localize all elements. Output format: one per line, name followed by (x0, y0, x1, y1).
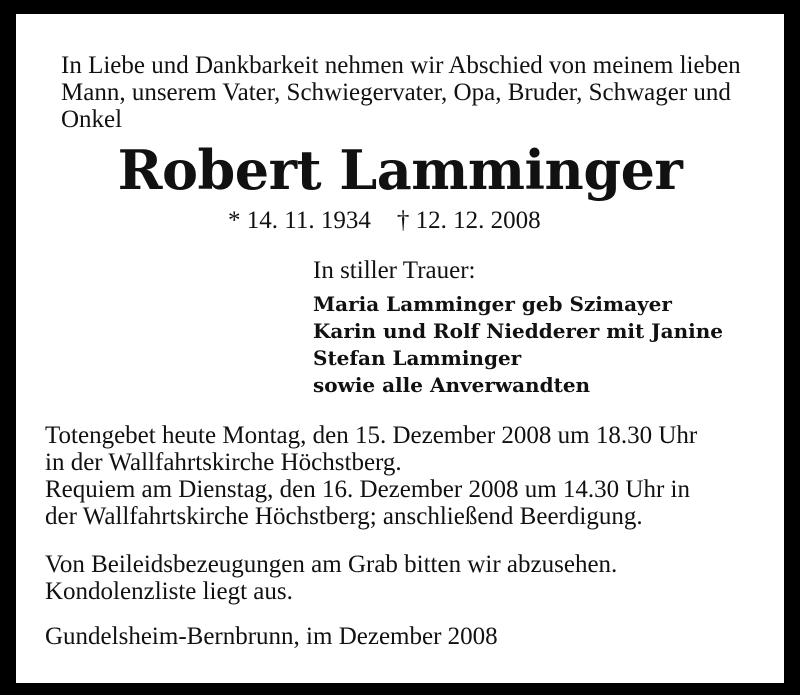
notes (45, 551, 617, 605)
service-line: in der Wallfahrtskirche Höchstberg. (45, 449, 402, 476)
intro-text (61, 52, 741, 133)
note-line: Kondolenzliste liegt aus. (45, 578, 293, 605)
deceased-name: Robert Lamminger (117, 138, 683, 202)
life-dates (228, 207, 541, 234)
family-member: Maria Lamminger geb Szimayer (313, 292, 672, 316)
service-info (45, 422, 697, 530)
birth-date: * 14. 11. 1934 (228, 207, 371, 234)
note-line: Von Beileidsbezeugungen am Grab bitten wir abzusehen. (45, 551, 618, 578)
intro-line: Mann, unserem Vater, Schwiegervater, Opa, Bruder, Schwager und (61, 79, 731, 106)
death-date: † 12. 12. 2008 (396, 207, 541, 234)
mourning-label: In stiller Trauer: (313, 257, 476, 284)
family-member: sowie alle Anverwandten (313, 373, 591, 397)
intro-line: In Liebe und Dankbarkeit nehmen wir Abschied von meinem lieben (61, 52, 741, 79)
family-member: Stefan Lamminger (313, 346, 522, 370)
family-member: Karin und Rolf Niedderer mit Janine (313, 319, 723, 343)
service-line: Requiem am Dienstag, den 16. Dezember 2008 um 14.30 Uhr in (45, 476, 690, 503)
service-line: Totengebet heute Montag, den 15. Dezember 2008 um 18.30 Uhr (45, 422, 698, 449)
place-date: Gundelsheim-Bernbrunn, im Dezember 2008 (45, 623, 498, 650)
family-list (313, 291, 723, 399)
service-line: der Wallfahrtskirche Höchstberg; anschließend Beerdigung. (45, 503, 643, 530)
intro-line: Onkel (61, 106, 123, 133)
